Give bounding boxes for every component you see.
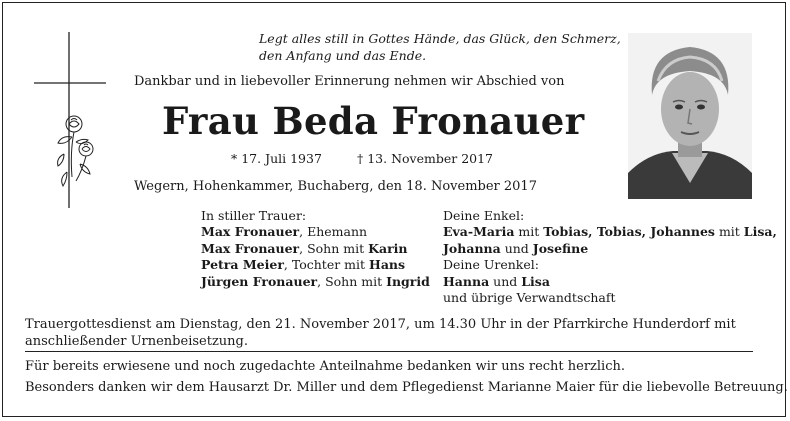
mourner-row: Petra Meier, Tochter mit Hans [201,257,406,273]
mourners-right [443,208,777,306]
quote-line-1: Legt alles still in Gottes Hände, das Glück, den Schmerz, [259,31,621,46]
portrait-photo [628,33,752,199]
great-grandchildren-heading: Deine Urenkel: [443,257,539,273]
mourner-row: Max Fronauer, Sohn mit Karin [201,240,408,256]
birth-date: * 17. Juli 1937 [231,151,322,166]
mourner-row: Jürgen Fronauer, Sohn mit Ingrid [201,273,430,289]
grandchildren-heading: Deine Enkel: [443,208,525,223]
divider [25,351,753,352]
intro-text: Dankbar und in liebevoller Erinnerung nehmen wir Abschied von [134,74,565,89]
mourners-heading: In stiller Trauer: [201,208,307,223]
thanks [25,356,788,398]
relatives-line: und übrige Verwandtschaft [443,290,616,306]
great-grandchildren-line: Hanna und Lisa [443,273,550,289]
grandchildren-line-2: Johanna und Josefine [443,240,589,256]
quote-line-2: den Anfang und das Ende. [259,48,427,63]
place-and-date: Wegern, Hohenkammer, Buchaberg, den 18. November 2017 [134,179,537,194]
service-notice: Trauergottesdienst am Dienstag, den 21. November 2017, um 14.30 Uhr in der Pfarrkirche Hunderdorf mit anschließender Urnenbeisetzung. [25,317,736,349]
cross-with-roses-icon [34,32,106,208]
deceased-name: Frau Beda Fronauer [162,99,585,143]
mourners-left [201,208,430,290]
grandchildren-line-1: Eva-Maria mit Tobias, Tobias, Johannes mit Lisa, [443,224,777,240]
thanks-line-2: Besonders danken wir dem Hausarzt Dr. Miller und dem Pflegedienst Marianne Maier für die liebevolle Betreuung. [25,380,788,395]
death-date: † 13. November 2017 [357,151,494,166]
quote [259,30,621,64]
thanks-line-1: Für bereits erwiesene und noch zugedachte Anteilnahme bedanken wir uns recht herzlich. [25,359,625,374]
mourner-row: Max Fronauer, Ehemann [201,224,368,240]
